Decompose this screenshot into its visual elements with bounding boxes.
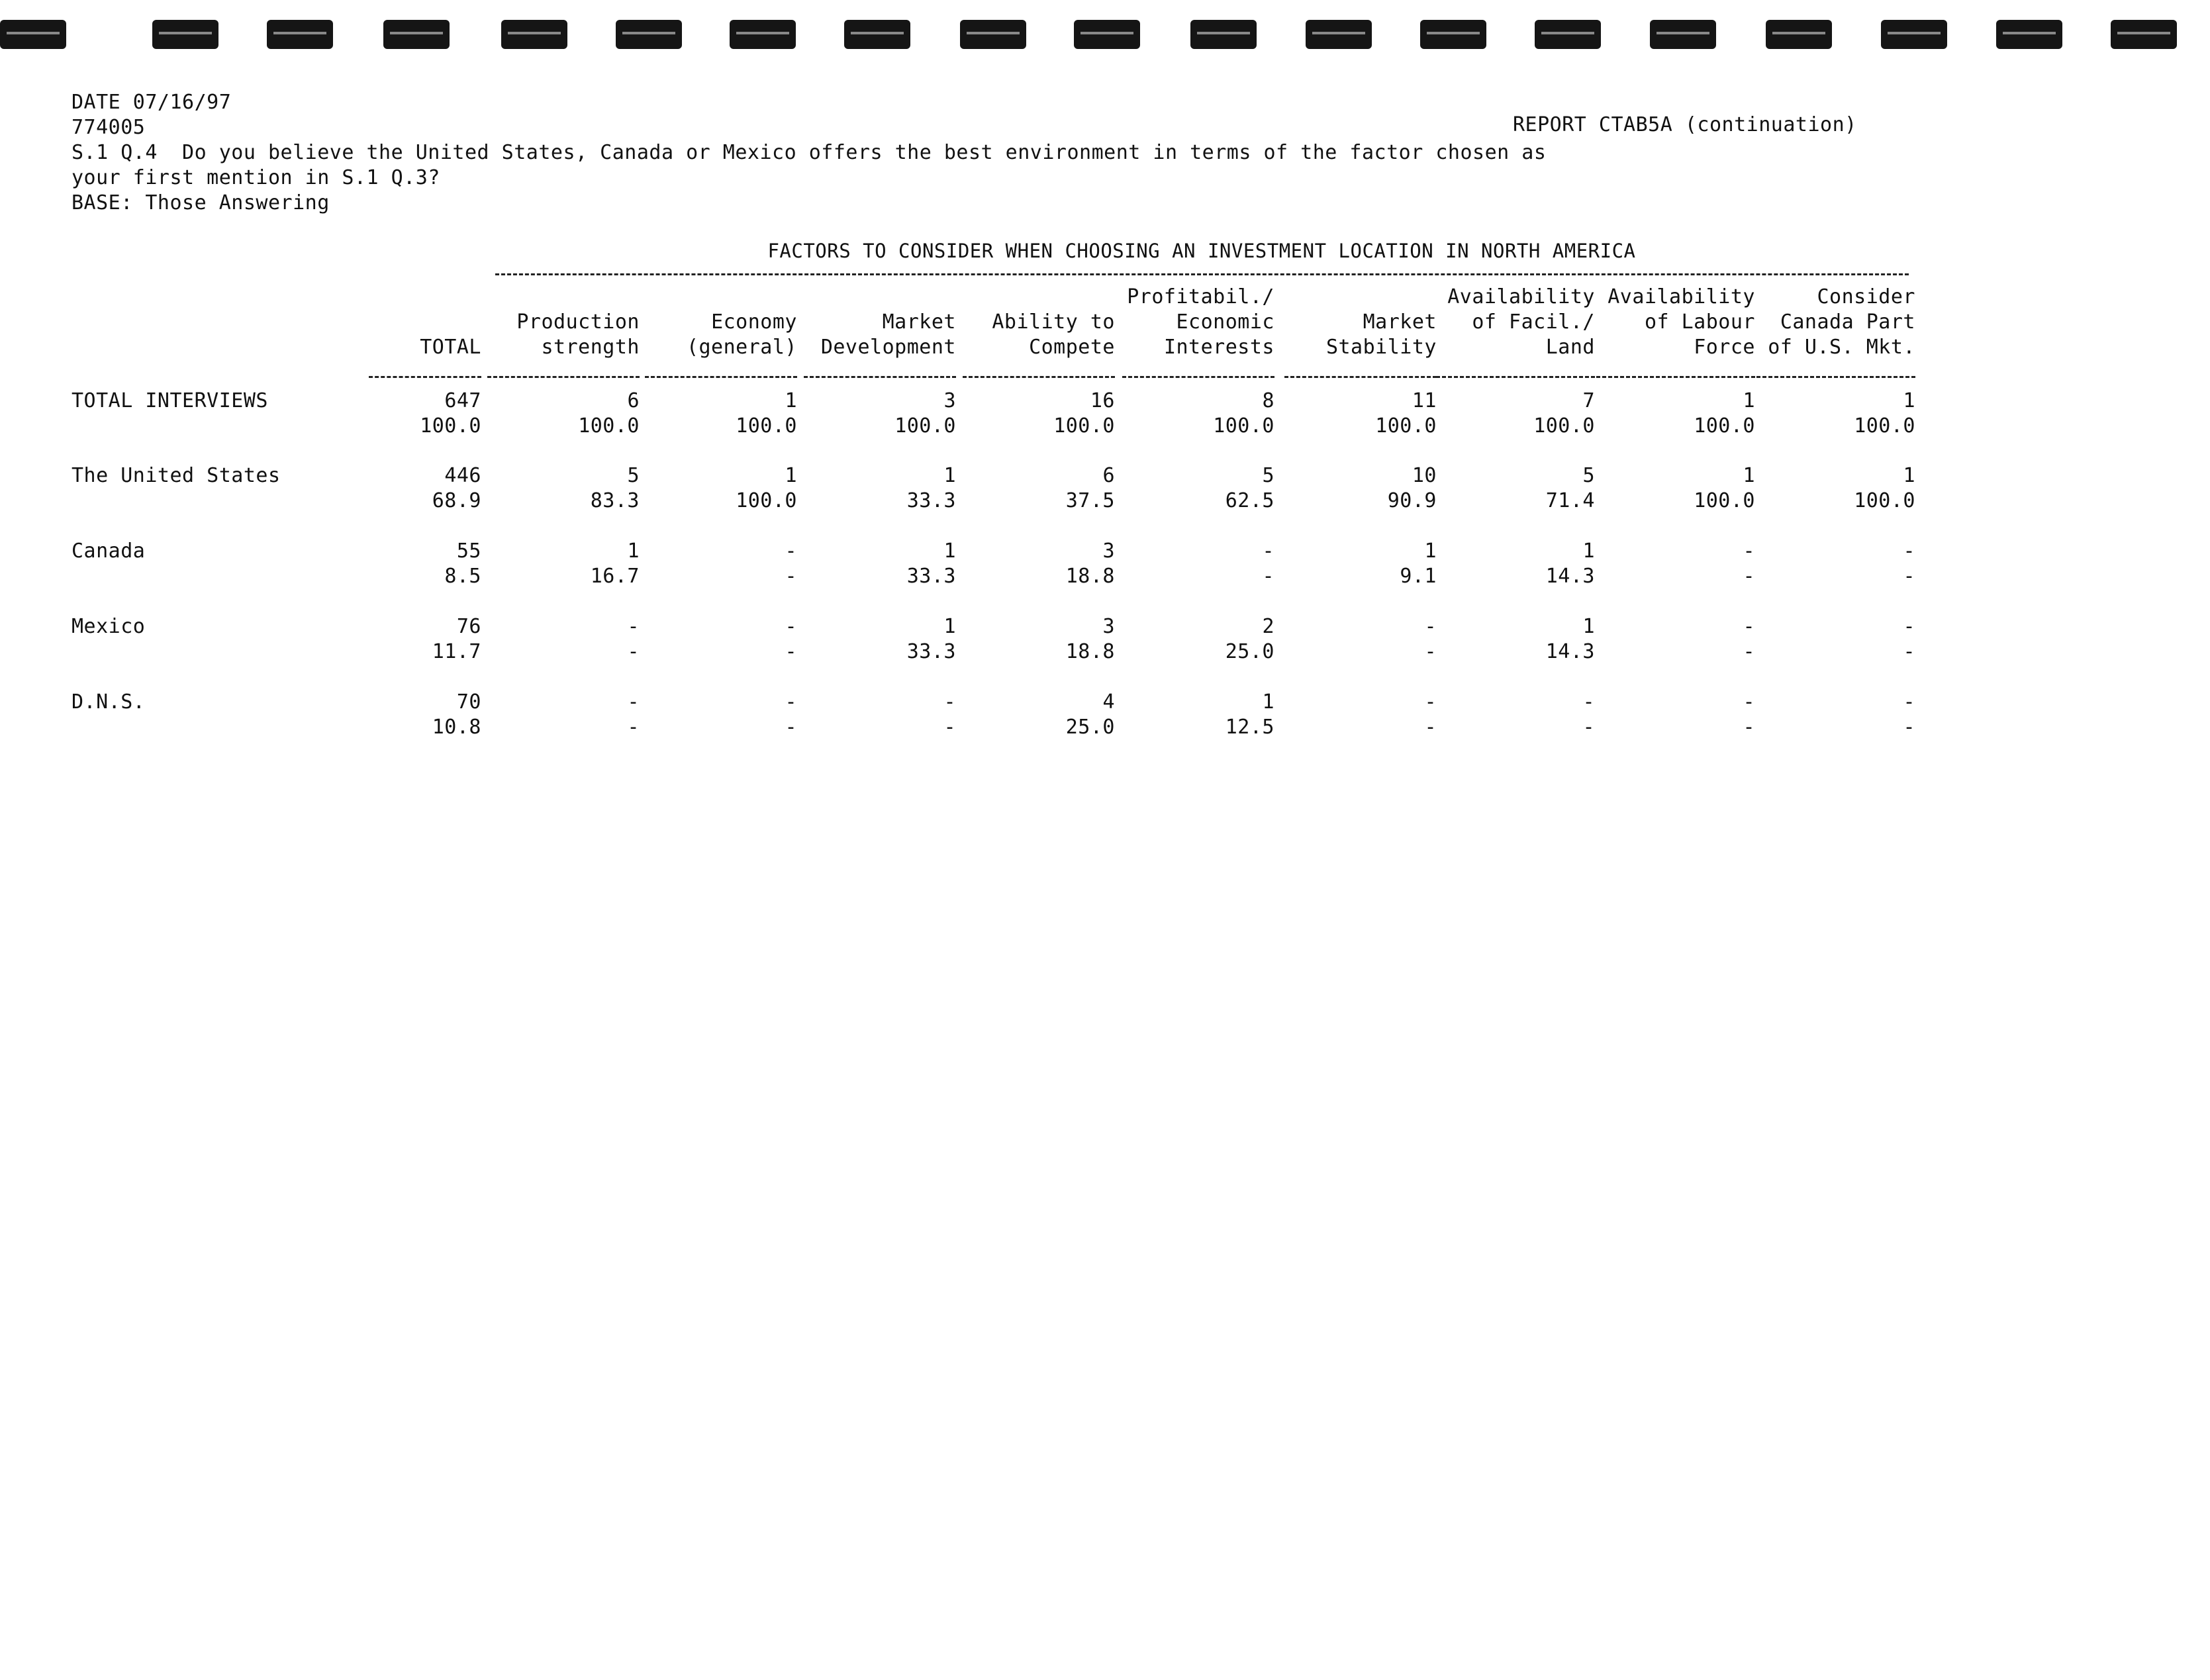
column-header-rule: [645, 376, 797, 378]
column-header-rule: [1284, 376, 1437, 378]
column-header-rule: [1436, 376, 1595, 378]
punch-hole: [267, 20, 333, 49]
column-header-line: Production: [516, 310, 640, 334]
punch-hole: [383, 20, 450, 49]
count-cell: 3: [943, 389, 956, 412]
percent-cell: -: [1582, 716, 1595, 739]
column-header-line: Land: [1545, 336, 1595, 359]
column-header-line: Consider: [1817, 285, 1915, 308]
column-header-rule: [487, 376, 640, 378]
percent-cell: 100.0: [420, 414, 481, 438]
column-header-rule: [369, 376, 481, 378]
row-label: D.N.S.: [72, 690, 146, 714]
count-cell: 1: [1582, 615, 1595, 638]
count-cell: -: [1743, 690, 1755, 714]
row-label: The United States: [72, 464, 281, 487]
percent-cell: 100.0: [1375, 414, 1437, 438]
punch-hole: [1190, 20, 1257, 49]
count-cell: -: [1424, 615, 1437, 638]
column-header-line: Economic: [1176, 310, 1274, 334]
punch-hole: [960, 20, 1026, 49]
banner-rule: [495, 273, 1909, 275]
count-cell: 1: [1424, 539, 1437, 563]
percent-cell: 90.9: [1387, 489, 1437, 512]
column-header-line: (general): [686, 336, 797, 359]
column-header-line: Market: [1363, 310, 1437, 334]
count-cell: 5: [1262, 464, 1274, 487]
count-cell: -: [1743, 615, 1755, 638]
count-cell: 1: [1903, 389, 1915, 412]
percent-cell: -: [785, 565, 797, 588]
count-cell: -: [1262, 539, 1274, 563]
percent-cell: -: [1262, 565, 1274, 588]
percent-cell: 12.5: [1225, 716, 1274, 739]
percent-cell: 100.0: [1533, 414, 1595, 438]
column-header-line: Profitabil./: [1127, 285, 1274, 308]
percent-cell: -: [943, 716, 956, 739]
percent-cell: 14.3: [1545, 640, 1595, 663]
percent-cell: 33.3: [906, 640, 956, 663]
count-cell: -: [1903, 615, 1915, 638]
count-cell: 6: [627, 389, 640, 412]
count-cell: -: [627, 690, 640, 714]
count-cell: 16: [1090, 389, 1115, 412]
percent-cell: -: [1424, 716, 1437, 739]
column-header-line: Stability: [1325, 336, 1437, 359]
column-header-line: of Facil./: [1472, 310, 1595, 334]
column-header-line: of Labour: [1644, 310, 1755, 334]
percent-cell: 68.9: [432, 489, 481, 512]
count-cell: -: [785, 690, 797, 714]
count-cell: -: [1903, 690, 1915, 714]
percent-cell: -: [1743, 565, 1755, 588]
column-header-line: Economy: [711, 310, 797, 334]
count-cell: 647: [444, 389, 481, 412]
punch-hole: [1306, 20, 1372, 49]
percent-cell: 18.8: [1065, 565, 1115, 588]
count-cell: 10: [1412, 464, 1437, 487]
count-cell: 1: [943, 615, 956, 638]
count-cell: -: [943, 690, 956, 714]
question-line-2: your first mention in S.1 Q.3?: [72, 166, 440, 189]
percent-cell: 11.7: [432, 640, 481, 663]
percent-cell: 10.8: [432, 716, 481, 739]
punch-hole: [1996, 20, 2062, 49]
column-header-line: TOTAL: [420, 336, 481, 359]
percent-cell: 37.5: [1065, 489, 1115, 512]
base-line: BASE: Those Answering: [72, 191, 330, 214]
column-header-rule: [1122, 376, 1274, 378]
punch-hole: [616, 20, 682, 49]
percent-cell: 62.5: [1225, 489, 1274, 512]
column-header-line: of U.S. Mkt.: [1768, 336, 1915, 359]
column-header-line: Development: [820, 336, 956, 359]
column-header-line: Ability to: [992, 310, 1115, 334]
percent-cell: 16.7: [590, 565, 640, 588]
column-header-line: strength: [541, 336, 640, 359]
punch-hole: [1766, 20, 1832, 49]
row-label: Canada: [72, 539, 146, 563]
percent-cell: -: [1903, 640, 1915, 663]
count-cell: 5: [627, 464, 640, 487]
percent-cell: 100.0: [1854, 414, 1915, 438]
report-id: REPORT CTAB5A (continuation): [1513, 113, 1857, 136]
column-header-rule: [963, 376, 1115, 378]
percent-cell: 100.0: [1694, 414, 1755, 438]
percent-cell: 100.0: [1694, 489, 1755, 512]
count-cell: 1: [627, 539, 640, 563]
count-cell: 1: [1262, 690, 1274, 714]
percent-cell: -: [627, 716, 640, 739]
percent-cell: 83.3: [590, 489, 640, 512]
percent-cell: -: [785, 640, 797, 663]
percent-cell: 100.0: [736, 489, 797, 512]
count-cell: -: [627, 615, 640, 638]
percent-cell: 100.0: [1854, 489, 1915, 512]
row-label: Mexico: [72, 615, 146, 638]
count-cell: 3: [1102, 539, 1115, 563]
count-cell: -: [785, 539, 797, 563]
count-cell: 76: [456, 615, 481, 638]
punch-hole: [1074, 20, 1140, 49]
punch-hole: [844, 20, 910, 49]
percent-cell: 8.5: [444, 565, 481, 588]
count-cell: 2: [1262, 615, 1274, 638]
count-cell: 1: [785, 389, 797, 412]
column-header-line: Availability: [1608, 285, 1755, 308]
percent-cell: -: [627, 640, 640, 663]
percent-cell: -: [1743, 640, 1755, 663]
count-cell: 4: [1102, 690, 1115, 714]
report-date: DATE 07/16/97: [72, 91, 232, 114]
count-cell: -: [1424, 690, 1437, 714]
count-cell: 7: [1582, 389, 1595, 412]
percent-cell: 71.4: [1545, 489, 1595, 512]
percent-cell: -: [1424, 640, 1437, 663]
job-number: 774005: [72, 116, 146, 139]
percent-cell: 25.0: [1065, 716, 1115, 739]
punch-hole: [1650, 20, 1716, 49]
percent-cell: 100.0: [1213, 414, 1274, 438]
percent-cell: -: [1743, 716, 1755, 739]
count-cell: 11: [1412, 389, 1437, 412]
punch-hole: [2111, 20, 2177, 49]
count-cell: 1: [943, 539, 956, 563]
punch-hole: [0, 20, 66, 49]
column-header-line: Compete: [1029, 336, 1115, 359]
column-header: [1717, 285, 1915, 360]
column-header-line: Force: [1694, 336, 1755, 359]
count-cell: 1: [785, 464, 797, 487]
percent-cell: 100.0: [1053, 414, 1115, 438]
column-header-line: Canada Part: [1780, 310, 1915, 334]
count-cell: 1: [1582, 539, 1595, 563]
punch-hole: [1535, 20, 1601, 49]
column-header-rule: [804, 376, 956, 378]
count-cell: 55: [456, 539, 481, 563]
count-cell: 8: [1262, 389, 1274, 412]
binder-holes: [0, 0, 2210, 66]
percent-cell: 33.3: [906, 565, 956, 588]
count-cell: -: [1743, 539, 1755, 563]
percent-cell: -: [1903, 565, 1915, 588]
punch-hole: [1881, 20, 1947, 49]
punch-hole: [730, 20, 796, 49]
count-cell: 6: [1102, 464, 1115, 487]
count-cell: 3: [1102, 615, 1115, 638]
percent-cell: 100.0: [736, 414, 797, 438]
column-header-line: Availability: [1447, 285, 1595, 308]
percent-cell: -: [1903, 716, 1915, 739]
count-cell: -: [1903, 539, 1915, 563]
column-header-rule: [1596, 376, 1755, 378]
count-cell: 1: [943, 464, 956, 487]
percent-cell: 100.0: [894, 414, 956, 438]
percent-cell: 18.8: [1065, 640, 1115, 663]
column-header-line: Market: [882, 310, 956, 334]
count-cell: 1: [1743, 464, 1755, 487]
count-cell: 5: [1582, 464, 1595, 487]
count-cell: 446: [444, 464, 481, 487]
percent-cell: 14.3: [1545, 565, 1595, 588]
punch-hole: [1420, 20, 1486, 49]
punch-hole: [501, 20, 567, 49]
table-banner: FACTORS TO CONSIDER WHEN CHOOSING AN INVESTMENT LOCATION IN NORTH AMERICA: [767, 240, 1636, 262]
count-cell: -: [1582, 690, 1595, 714]
percent-cell: -: [785, 716, 797, 739]
question-line-1: S.1 Q.4 Do you believe the United States, Canada or Mexico offers the best environment in terms of the factor chosen as: [72, 141, 1547, 164]
percent-cell: 33.3: [906, 489, 956, 512]
percent-cell: 25.0: [1225, 640, 1274, 663]
percent-cell: 9.1: [1400, 565, 1437, 588]
column-header-line: Interests: [1163, 336, 1274, 359]
count-cell: 70: [456, 690, 481, 714]
count-cell: 1: [1743, 389, 1755, 412]
column-header-rule: [1756, 376, 1915, 378]
row-label: TOTAL INTERVIEWS: [72, 389, 268, 412]
count-cell: -: [785, 615, 797, 638]
percent-cell: 100.0: [578, 414, 640, 438]
count-cell: 1: [1903, 464, 1915, 487]
punch-hole: [152, 20, 218, 49]
